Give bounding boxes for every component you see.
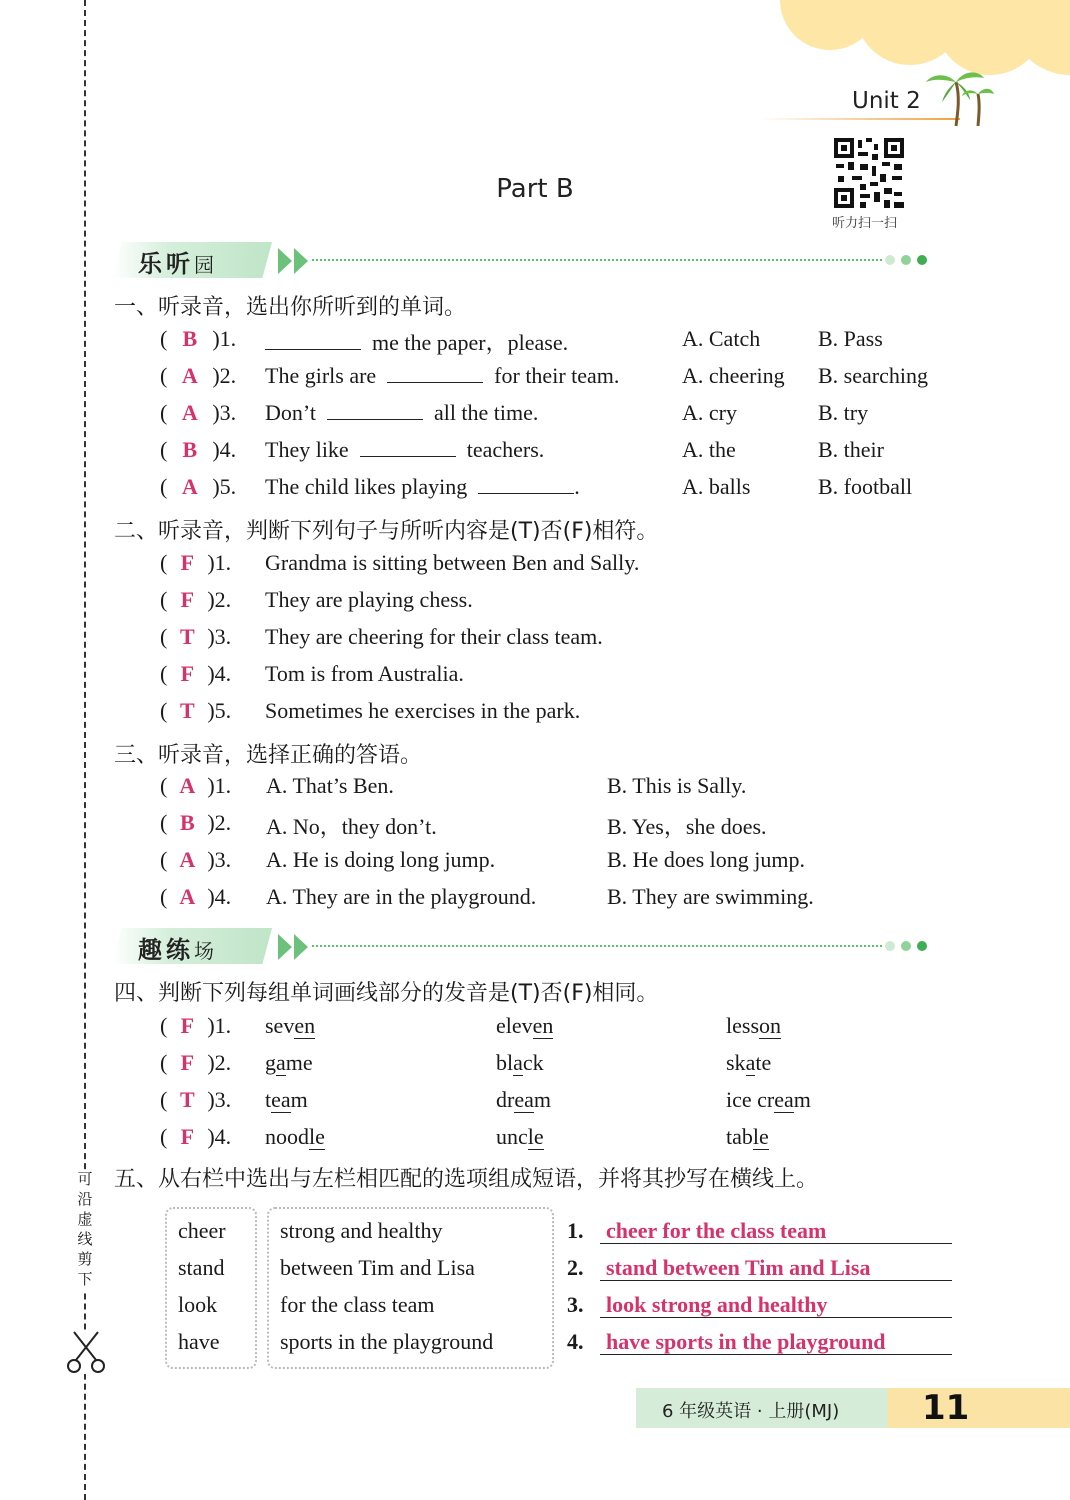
- left-word: look: [178, 1292, 218, 1317]
- word-1: [265, 1087, 308, 1113]
- sec1-row-2: [160, 363, 236, 389]
- word-part: unc: [496, 1124, 528, 1149]
- sec2-row-2: [160, 587, 231, 613]
- right-phrase: for the class team: [280, 1292, 435, 1317]
- word-2: [496, 1087, 551, 1113]
- word-part: t: [265, 1087, 272, 1112]
- word-part: bl: [496, 1050, 514, 1075]
- paren-open: (: [160, 884, 168, 909]
- paren-open: (: [160, 661, 168, 686]
- word-part: less: [726, 1013, 759, 1038]
- right-phrase: strong and healthy: [280, 1218, 443, 1243]
- option-a: A. cheering: [682, 363, 785, 388]
- answer-mark: F: [180, 1050, 195, 1075]
- practice-banner: [112, 928, 932, 968]
- listening-banner: [112, 242, 932, 282]
- underlined-part: ea: [271, 1087, 291, 1112]
- underlined-part: le: [752, 1124, 769, 1149]
- word-part: tab: [726, 1124, 753, 1149]
- sec3-row-2: [160, 810, 231, 836]
- left-word: stand: [178, 1255, 225, 1280]
- answer-mark: F: [180, 550, 195, 575]
- answer-number: 4.: [567, 1329, 584, 1354]
- word-3: [726, 1124, 769, 1150]
- banner-main-text: 趣练: [138, 936, 194, 964]
- cut-char: 沿: [77, 1192, 93, 1208]
- banner-dots-icon: [884, 252, 934, 268]
- sec1-row-1-sentence: [265, 326, 568, 357]
- word-part: m: [793, 1087, 811, 1112]
- page-number: 11: [922, 1388, 970, 1428]
- option-b: B. Pass: [818, 326, 883, 351]
- answer-mark: F: [180, 1013, 195, 1038]
- banner-main-text: 乐听: [138, 250, 194, 278]
- left-word: cheer: [178, 1218, 226, 1243]
- paren-open: (: [160, 1013, 168, 1038]
- sentence-pre: The child likes playing: [265, 474, 468, 499]
- answer-mark: F: [180, 587, 195, 612]
- sec1-row-4-sentence: [265, 437, 544, 463]
- cut-char: 下: [77, 1272, 93, 1288]
- option-a: A. Catch: [682, 326, 761, 351]
- fill-blank[interactable]: [478, 475, 574, 494]
- question-number: )2.: [212, 363, 237, 388]
- double-arrow-icon: [276, 932, 312, 962]
- question-number: )2.: [207, 1050, 232, 1075]
- paren-open: (: [160, 1124, 168, 1149]
- cloud-decoration: [770, 0, 1070, 80]
- answer-mark: A: [181, 474, 198, 499]
- sec4-row-3: [160, 1087, 231, 1113]
- banner-dotted-line: [312, 259, 882, 261]
- right-phrase: between Tim and Lisa: [280, 1255, 475, 1280]
- answer-line[interactable]: [600, 1243, 952, 1244]
- statement-text: Grandma is sitting between Ben and Sally.: [265, 550, 640, 575]
- answer-mark: T: [179, 698, 195, 723]
- banner-small-text: 园: [194, 253, 218, 277]
- fill-blank[interactable]: [387, 364, 483, 383]
- option-b: B. Yes，she does.: [607, 814, 767, 839]
- answer-mark: F: [180, 661, 195, 686]
- sec2-row-4: [160, 661, 231, 687]
- answer-mark: A: [181, 400, 198, 425]
- question-number: )5.: [212, 474, 237, 499]
- word-part: m: [290, 1087, 308, 1112]
- paren-open: (: [160, 437, 168, 462]
- paren-open: (: [160, 474, 168, 499]
- answer-mark: B: [179, 810, 195, 835]
- answer-mark: B: [182, 437, 198, 462]
- sec1-row-4: [160, 437, 236, 463]
- paren-open: (: [160, 587, 168, 612]
- question-number: )2.: [207, 810, 232, 835]
- question-number: )4.: [207, 884, 232, 909]
- answer-line[interactable]: [600, 1317, 952, 1318]
- statement-text: They are cheering for their class team.: [265, 624, 603, 649]
- paren-open: (: [160, 773, 168, 798]
- sec1-row-5-sentence: [265, 474, 580, 500]
- underlined-part: on: [759, 1013, 781, 1038]
- underlined-part: en: [532, 1013, 554, 1038]
- option-b: B. They are swimming.: [607, 884, 814, 909]
- double-arrow-icon: [276, 246, 312, 276]
- banner-dotted-line: [312, 945, 882, 947]
- paren-open: (: [160, 400, 168, 425]
- option-b: B. try: [818, 400, 869, 425]
- word-part: ck: [522, 1050, 544, 1075]
- sec1-row-3-sentence: [265, 400, 538, 426]
- underlined-part: le: [309, 1124, 325, 1149]
- banner-dots-icon: [884, 938, 934, 954]
- underlined-part: en: [294, 1013, 316, 1038]
- paren-open: (: [160, 363, 168, 388]
- word-1: [265, 1124, 325, 1150]
- sentence-post: .: [574, 474, 580, 499]
- cut-char: 虚: [77, 1212, 93, 1228]
- word-part: me: [285, 1050, 313, 1075]
- answer-number: 2.: [567, 1255, 584, 1280]
- underlined-part: a: [513, 1050, 523, 1075]
- word-1: [265, 1013, 315, 1039]
- sec3-row-3: [160, 847, 231, 873]
- section2-heading: 二、听录音，判断下列句子与所听内容是(T)否(F)相符。: [114, 519, 659, 544]
- sec1-row-5: [160, 474, 236, 500]
- sec1-row-3: [160, 400, 236, 426]
- answer-mark: A: [179, 847, 196, 872]
- sec2-row-3: [160, 624, 231, 650]
- section3-heading: 三、听录音，选择正确的答语。: [114, 743, 423, 768]
- sentence-pre: Don’t: [265, 400, 316, 425]
- answer-phrase: cheer for the class team: [606, 1218, 827, 1243]
- cut-char: 线: [77, 1232, 93, 1248]
- answer-number: 3.: [567, 1292, 584, 1317]
- paren-open: (: [160, 847, 168, 872]
- question-number: )5.: [207, 698, 232, 723]
- sec4-row-4: [160, 1124, 231, 1150]
- statement-text: Sometimes he exercises in the park.: [265, 698, 581, 723]
- sentence-pre: The girls are: [265, 363, 377, 388]
- sentence-post: teachers.: [466, 437, 545, 462]
- paren-open: (: [160, 326, 168, 351]
- answer-number: 1.: [567, 1218, 584, 1243]
- underlined-part: a: [745, 1050, 756, 1075]
- answer-mark: B: [182, 326, 198, 351]
- question-number: )3.: [207, 847, 232, 872]
- statement-text: Tom is from Australia.: [265, 661, 464, 686]
- fill-blank[interactable]: [265, 331, 361, 350]
- word-1: [265, 1050, 313, 1076]
- question-number: )4.: [207, 661, 232, 686]
- paren-open: (: [160, 1087, 168, 1112]
- palm-tree-icon: [922, 66, 994, 128]
- left-word: have: [178, 1329, 220, 1354]
- sec2-row-1: [160, 550, 231, 576]
- sec4-row-2: [160, 1050, 231, 1076]
- underlined-part: ea: [774, 1087, 794, 1112]
- question-number: )4.: [212, 437, 237, 462]
- sentence-post: me the paper，please.: [372, 330, 569, 355]
- sentence-post: all the time.: [433, 400, 539, 425]
- section1-heading: 一、听录音，选出你所听到的单词。: [114, 295, 467, 320]
- answer-mark: A: [179, 884, 196, 909]
- word-part: sev: [265, 1013, 295, 1038]
- word-3: [726, 1087, 811, 1113]
- option-b: B. This is Sally.: [607, 773, 747, 798]
- cut-instruction: [74, 1170, 96, 1290]
- section5-heading: 五、从右栏中选出与左栏相匹配的选项组成短语，并将其抄写在横线上。: [114, 1167, 819, 1192]
- underlined-part: le: [527, 1124, 544, 1149]
- underlined-part: ea: [514, 1087, 534, 1112]
- sec3-row-1: [160, 773, 231, 799]
- option-a: A. No，they don’t.: [266, 814, 437, 839]
- answer-mark: T: [179, 1087, 195, 1112]
- banner-title: [138, 930, 218, 965]
- word-2: [496, 1013, 553, 1039]
- option-b: B. searching: [818, 363, 928, 388]
- word-part: sk: [726, 1050, 746, 1075]
- paren-open: (: [160, 1050, 168, 1075]
- answer-mark: F: [180, 1124, 195, 1149]
- word-part: g: [265, 1050, 276, 1075]
- option-a: A. cry: [682, 400, 737, 425]
- option-a: A. the: [682, 437, 736, 462]
- sec4-row-1: [160, 1013, 231, 1039]
- word-part: te: [755, 1050, 772, 1075]
- option-a: A. balls: [682, 474, 751, 499]
- sec3-row-4: [160, 884, 231, 910]
- paren-open: (: [160, 698, 168, 723]
- sec1-row-2-sentence: [265, 363, 619, 389]
- cut-char: 剪: [77, 1252, 93, 1268]
- paren-open: (: [160, 810, 168, 835]
- statement-text: They are playing chess.: [265, 587, 473, 612]
- word-3: [726, 1013, 781, 1039]
- answer-phrase: look strong and healthy: [606, 1292, 828, 1317]
- fill-blank[interactable]: [360, 438, 456, 457]
- option-a: A. He is doing long jump.: [266, 847, 496, 872]
- answer-phrase: stand between Tim and Lisa: [606, 1255, 871, 1280]
- qr-label: 听力扫一扫: [832, 216, 898, 231]
- paren-open: (: [160, 624, 168, 649]
- right-phrase: sports in the playground: [280, 1329, 494, 1354]
- sentence-pre: They like: [265, 437, 349, 462]
- answer-mark: A: [181, 363, 198, 388]
- paren-open: (: [160, 550, 168, 575]
- question-number: )4.: [207, 1124, 232, 1149]
- page-title: Part B: [496, 174, 574, 204]
- sec1-row-1: [160, 326, 236, 352]
- answer-mark: T: [179, 624, 195, 649]
- word-part: nood: [265, 1124, 309, 1149]
- word-2: [496, 1124, 544, 1150]
- scissors-icon: [66, 1330, 106, 1374]
- banner-small-text: 场: [194, 939, 218, 963]
- section4-heading: 四、判断下列每组单词画线部分的发音是(T)否(F)相同。: [114, 981, 659, 1006]
- question-number: )1.: [207, 550, 232, 575]
- question-number: )3.: [207, 1087, 232, 1112]
- word-part: elev: [496, 1013, 533, 1038]
- word-2: [496, 1050, 544, 1076]
- fill-blank[interactable]: [327, 401, 423, 420]
- answer-phrase: have sports in the playground: [606, 1329, 886, 1354]
- answer-mark: A: [179, 773, 196, 798]
- cut-char: 可: [77, 1172, 93, 1188]
- question-number: )1.: [212, 326, 237, 351]
- question-number: )1.: [207, 773, 232, 798]
- underlined-part: a: [276, 1050, 286, 1075]
- question-number: )1.: [207, 1013, 232, 1038]
- option-a: A. They are in the playground.: [266, 884, 537, 909]
- word-3: [726, 1050, 771, 1076]
- option-a: A. That’s Ben.: [266, 773, 394, 798]
- answer-line[interactable]: [600, 1354, 952, 1355]
- word-part: ice cr: [726, 1087, 775, 1112]
- book-title: 6 年级英语 · 上册(MJ): [662, 1401, 840, 1422]
- word-part: m: [533, 1087, 551, 1112]
- question-number: )3.: [212, 400, 237, 425]
- answer-line[interactable]: [600, 1280, 952, 1281]
- unit-label: Unit 2: [852, 88, 921, 114]
- option-b: B. their: [818, 437, 884, 462]
- question-number: )3.: [207, 624, 232, 649]
- option-b: B. football: [818, 474, 913, 499]
- word-part: dr: [496, 1087, 515, 1112]
- sec2-row-5: [160, 698, 231, 724]
- sentence-post: for their team.: [494, 363, 620, 388]
- banner-title: [138, 244, 218, 279]
- question-number: )2.: [207, 587, 232, 612]
- option-b: B. He does long jump.: [607, 847, 805, 872]
